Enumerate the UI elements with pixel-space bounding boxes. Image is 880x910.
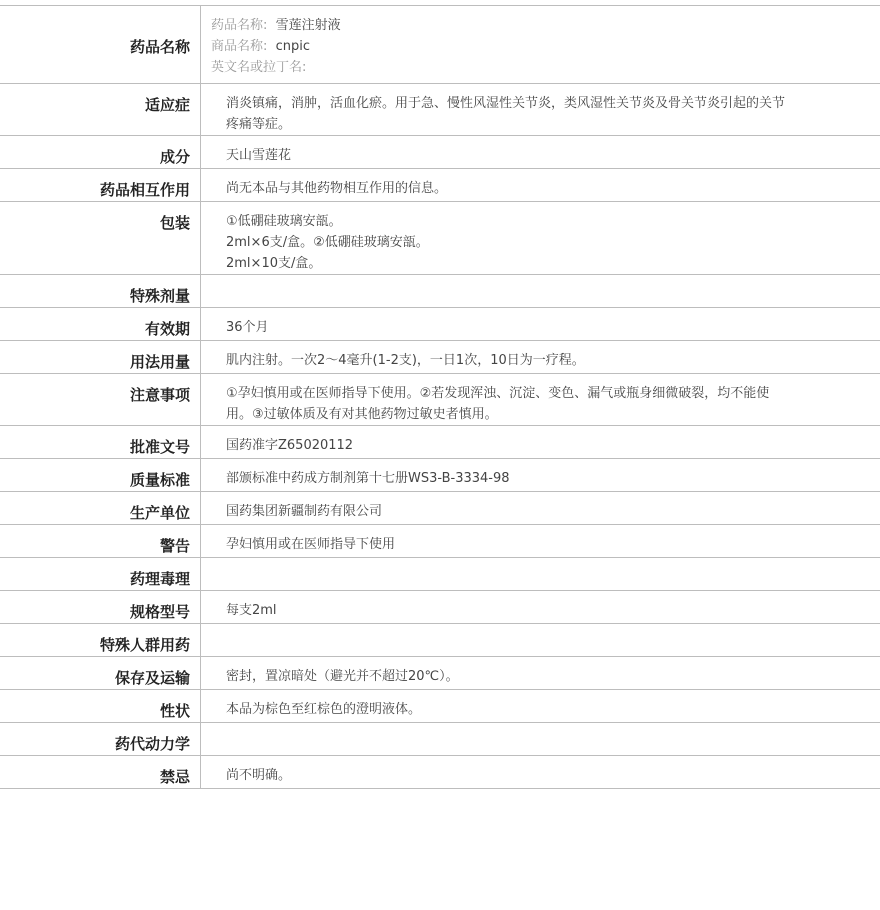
trade-name-key: 商品名称: xyxy=(211,39,268,54)
row-value: 国药集团新疆制药有限公司 xyxy=(226,504,383,519)
row-approval-number xyxy=(0,426,880,459)
row-value: 36个月 xyxy=(226,320,269,335)
drug-info-table xyxy=(0,5,880,789)
trade-name-line xyxy=(211,36,880,57)
row-label: 药理毒理 xyxy=(0,558,201,590)
row-value xyxy=(201,723,880,755)
row-value: 肌内注射。一次2～4毫升(1-2支)，一日1次，10日为一疗程。 xyxy=(226,353,585,368)
row-value: ①孕妇慎用或在医师指导下使用。②若发现浑浊、沉淀、变色、漏气或瓶身细微破裂，均不能使用。③过敏体质及有对其他药物过敏史者慎用。 xyxy=(226,386,770,422)
row-label: 包装 xyxy=(0,202,201,274)
row-label: 药品相互作用 xyxy=(0,169,201,201)
drug-names xyxy=(201,6,880,83)
row-label: 注意事项 xyxy=(0,374,201,425)
row-label: 警告 xyxy=(0,525,201,557)
row-packaging xyxy=(0,202,880,275)
packaging-line: 2ml×6支/盒。②低硼硅玻璃安瓿。 xyxy=(226,235,429,250)
row-value: 本品为棕色至红棕色的澄明液体。 xyxy=(226,702,422,717)
row-dosage xyxy=(0,341,880,374)
generic-name-line xyxy=(211,15,880,36)
row-label: 性状 xyxy=(0,690,201,722)
generic-name-value: 雪莲注射液 xyxy=(275,18,341,33)
latin-name-line xyxy=(211,57,880,78)
packaging-line: ①低硼硅玻璃安瓿。 xyxy=(226,214,342,229)
row-drug-name xyxy=(0,6,880,84)
row-value: 尚无本品与其他药物相互作用的信息。 xyxy=(226,181,448,196)
row-label: 质量标准 xyxy=(0,459,201,491)
row-label: 用法用量 xyxy=(0,341,201,373)
row-label: 特殊人群用药 xyxy=(0,624,201,656)
row-value: 尚不明确。 xyxy=(226,768,292,783)
row-quality-standard xyxy=(0,459,880,492)
row-label: 批准文号 xyxy=(0,426,201,458)
row-label: 药代动力学 xyxy=(0,723,201,755)
row-special-dosage xyxy=(0,275,880,308)
row-shelf-life xyxy=(0,308,880,341)
packaging-line: 2ml×10支/盒。 xyxy=(226,256,322,271)
row-pharmacokinetics xyxy=(0,723,880,756)
row-indications xyxy=(0,84,880,136)
row-label: 禁忌 xyxy=(0,756,201,788)
latin-name-key: 英文名或拉丁名: xyxy=(211,60,307,75)
row-interactions xyxy=(0,169,880,202)
row-precautions xyxy=(0,374,880,426)
row-label: 成分 xyxy=(0,136,201,168)
row-label: 药品名称 xyxy=(0,6,201,83)
row-contraindications xyxy=(0,756,880,789)
row-description xyxy=(0,690,880,723)
row-label: 适应症 xyxy=(0,84,201,135)
row-value: 孕妇慎用或在医师指导下使用 xyxy=(226,537,396,552)
row-value xyxy=(201,624,880,656)
row-ingredients xyxy=(0,136,880,169)
row-label: 规格型号 xyxy=(0,591,201,623)
row-value xyxy=(201,558,880,590)
row-value: 密封，置凉暗处（避光并不超过20℃）。 xyxy=(226,669,459,684)
row-special-populations xyxy=(0,624,880,657)
row-value: 消炎镇痛，消肿，活血化瘀。用于急、慢性风湿性关节炎，类风湿性关节炎及骨关节炎引起的关节疼痛等症。 xyxy=(226,96,786,132)
row-label: 有效期 xyxy=(0,308,201,340)
row-value: 天山雪莲花 xyxy=(226,148,292,163)
row-value xyxy=(201,275,880,307)
row-pharmacology xyxy=(0,558,880,591)
row-value: 部颁标准中药成方制剂第十七册WS3-B-3334-98 xyxy=(226,471,510,486)
row-label: 特殊剂量 xyxy=(0,275,201,307)
trade-name-value: cnpic xyxy=(275,39,311,54)
row-storage xyxy=(0,657,880,690)
row-manufacturer xyxy=(0,492,880,525)
generic-name-key: 药品名称: xyxy=(211,18,268,33)
row-value: 每支2ml xyxy=(226,603,277,618)
row-label: 保存及运输 xyxy=(0,657,201,689)
row-specification xyxy=(0,591,880,624)
row-value xyxy=(201,202,880,274)
row-label: 生产单位 xyxy=(0,492,201,524)
row-warning xyxy=(0,525,880,558)
row-value: 国药准字Z65020112 xyxy=(226,438,354,453)
